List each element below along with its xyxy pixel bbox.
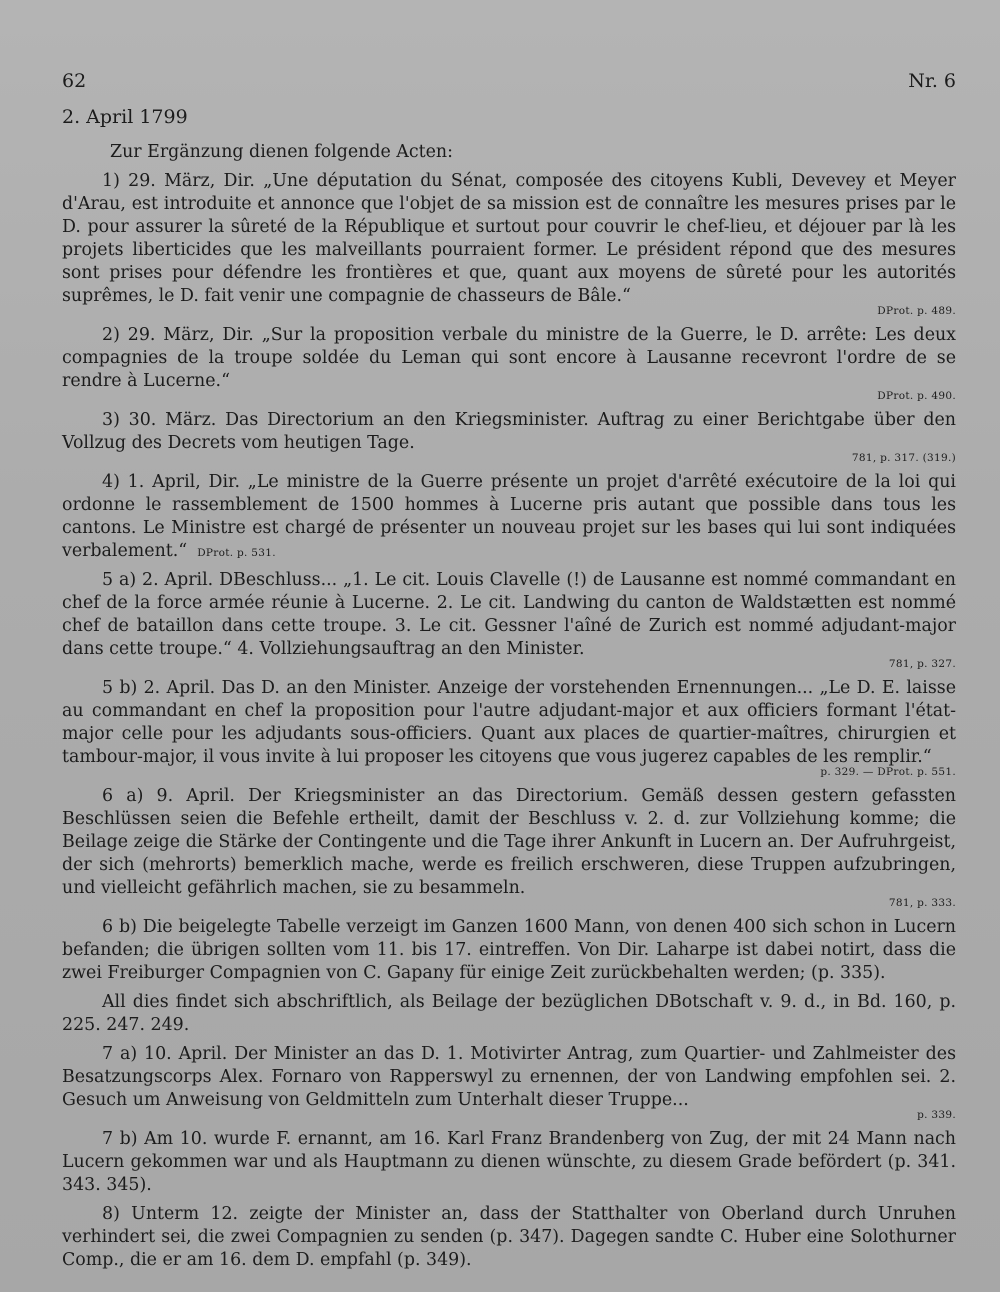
entry-text: 7 b) Am 10. wurde F. ernannt, am 16. Karl Franz Brandenberg von Zug, der mit 24 Mann nach Lucern gekommen war und als Hauptmann zu dienen wünschte, zu diesem Grade befördert (p. 341. 343. 345). bbox=[62, 1129, 956, 1195]
entry-8 bbox=[62, 1203, 956, 1272]
entry-text: 5 a) 2. April. DBeschluss... „1. Le cit. Louis Clavelle (!) de Lausanne est nommé commandant en chef de la force armée réunie à Lucerne. 2. Le cit. Landwing du canton de Waldstætten est nommé chef de bataillon dans cette troupe. 3. Le cit. Gessner l'aîné de Zurich est nommé adjudant-major dans cette troupe.“ 4. Vollziehungsauftrag an den Minister. bbox=[62, 570, 956, 659]
entry-5a bbox=[62, 569, 956, 671]
entry-reference: p. 339. bbox=[917, 1109, 956, 1121]
entry-text: 8) Unterm 12. zeigte der Minister an, dass der Statthalter von Oberland durch Unruhen verhindert sei, die zwei Compagnien zu senden (p. 347). Dagegen sandte C. Huber eine Solothurner Comp., die er am 16. dem D. empfahl (p. 349). bbox=[62, 1204, 956, 1270]
entry-6a bbox=[62, 785, 956, 910]
entry-2 bbox=[62, 324, 956, 403]
entry-reference: 781, p. 317. (319.) bbox=[851, 452, 956, 464]
entry-reference: DProt. p. 531. bbox=[197, 547, 276, 559]
document-number: Nr. 6 bbox=[908, 70, 956, 92]
intro-line: Zur Ergänzung dienen folgende Acten: bbox=[110, 142, 453, 162]
header-date: 2. April 1799 bbox=[62, 106, 188, 128]
entry-4 bbox=[62, 471, 956, 563]
entry-text: 6 b) Die beigelegte Tabelle verzeigt im Ganzen 1600 Mann, von denen 400 sich schon in Lucern befanden; die übrigen sollten vom 11. bis 17. eintreffen. Von Dir. Laharpe ist dabei notirt, dass die zwei Freiburger Compagnien von C. Gapany für einige Zeit zurückbehalten werden; (p. 335). bbox=[62, 917, 956, 983]
entry-5b bbox=[62, 677, 956, 779]
entry-7b bbox=[62, 1128, 956, 1197]
entry-text: 3) 30. März. Das Directorium an den Kriegsminister. Auftrag zu einer Berichtgabe über den Vollzug des Decrets vom heutigen Tage. bbox=[62, 410, 956, 453]
entry-text: 7 a) 10. April. Der Minister an das D. 1. Motivirter Antrag, zum Quartier- und Zahlmeister des Besatzungscorps Alex. Fornaro von Rapperswyl zu ernennen, der von Landwing empfohlen sei. 2. Gesuch um Anweisung von Geldmitteln zum Unterhalt dieser Truppe... bbox=[62, 1044, 956, 1110]
entry-reference: 781, p. 327. bbox=[888, 658, 956, 670]
entries-list bbox=[62, 170, 956, 1272]
entry-text: 5 b) 2. April. Das D. an den Minister. Anzeige der vorstehenden Ernennungen... „Le D. E. laisse au commandant en chef la proposition pour l'autre adjudant-major et aux officiers formant l'état-major celle pour les adjudants sous-officiers. Quant aux places de quartier-maîtres, chirurgien et tambour-major, il vous invite à lui proposer les citoyens que vous jugerez capables de les remplir.“ bbox=[62, 678, 956, 767]
entry-1 bbox=[62, 170, 956, 318]
entry-7a bbox=[62, 1043, 956, 1122]
entry-text: 2) 29. März, Dir. „Sur la proposition verbale du ministre de la Guerre, le D. arrête: Les deux compagnies de la troupe soldée du Leman qui sont encore à Lausanne recevront l'ordre de se rendre à Lucerne.“ bbox=[62, 325, 956, 391]
entry-text: 6 a) 9. April. Der Kriegsminister an das Directorium. Gemäß dessen gestern gefassten Beschlüssen seien die Befehle ertheilt, damit der Beschluss v. 2. d. zur Vollziehung komme; die Beilage zeige die Stärke der Contingente und die Tage ihrer Ankunft in Lucern an. Der Aufruhrgeist, der sich (mehrorts) bemerklich mache, werde es freilich erschweren, diese Truppen aufzubringen, und vielleicht gefährlich machen, sie zu besammeln. bbox=[62, 786, 956, 898]
entry-text: 1) 29. März, Dir. „Une députation du Sénat, composée des citoyens Kubli, Devevey et Meyer d'Arau, est introduite et annonce que l'objet de sa mission est de connaître les mesures prises par le D. pour assurer la sûreté de la République et surtout pour couvrir le chef-lieu, et déjouer par là les projets liberticides que les malveillants pourraient former. Le président répond que des mesures sont prises pour défendre les frontières et que, quant aux moyens de sûreté pour les autorités suprêmes, le D. fait venir une compagnie de chasseurs de Bâle.“ bbox=[62, 171, 956, 306]
entry-text: All dies findet sich abschriftlich, als Beilage der bezüglichen DBotschaft v. 9. d., in Bd. 160, p. 225. 247. 249. bbox=[62, 992, 956, 1035]
entry-3 bbox=[62, 409, 956, 465]
entry-reference: p. 329. — DProt. p. 551. bbox=[820, 766, 956, 778]
entry-text: 4) 1. April, Dir. „Le ministre de la Guerre présente un projet d'arrêté exécutoire de la loi qui ordonne le rassemblement de 1500 hommes à Lucerne pris autant que possible dans tous les cantons. Le Ministre est chargé de présenter un nouveau projet sur les bases qui lui sont indiquées verbalement.“ bbox=[62, 472, 956, 561]
entry-reference: DProt. p. 489. bbox=[877, 305, 956, 317]
entry-6b bbox=[62, 916, 956, 985]
header-date-wrap bbox=[62, 106, 956, 128]
page-header bbox=[62, 70, 956, 92]
entry-reference: 781, p. 333. bbox=[888, 897, 956, 909]
entry-note bbox=[62, 991, 956, 1037]
entry-reference: DProt. p. 490. bbox=[877, 390, 956, 402]
page-number: 62 bbox=[62, 70, 87, 92]
